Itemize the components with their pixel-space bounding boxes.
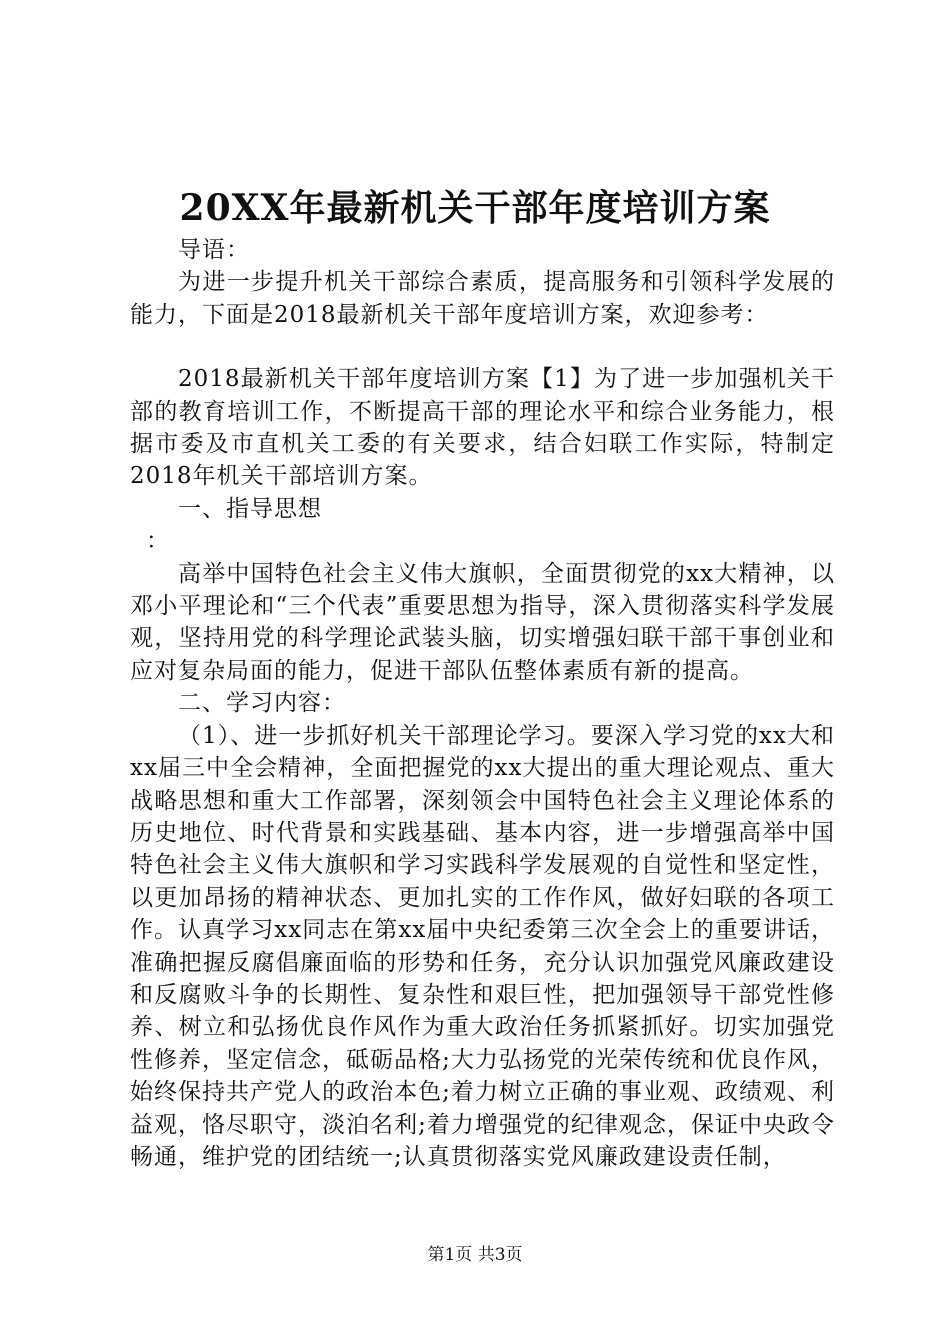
section-heading-guiding-ideology: 一、指导思想 [178,495,322,522]
colon-line: ： [146,528,170,555]
intro-label: 导语： [178,237,250,263]
section-heading-learning-content: 二、学习内容： [178,690,346,717]
document-body [130,234,835,1173]
guiding-ideology-paragraph: 高举中国特色社会主义伟大旗帜，全面贯彻党的xx大精神，以邓小平理论和“三个代表”重要思想为指导，深入贯彻落实科学发展观，坚持用党的科学理论武装头脑，切实增强妇联干部干事创业和应对复杂局面的能力，促进干部队伍整体素质有新的提高。 [130,560,835,684]
learning-content-paragraph: （1）、进一步抓好机关干部理论学习。要深入学习党的xx大和xx届三中全会精神，全面把握党的xx大提出的重大理论观点、重大战略思想和重大工作部署，深刻领会中国特色社会主义理论体系的历史地位、时代背景和实践基础、基本内容，进一步增强高举中国特色社会主义伟大旗帜和学习实践科学发展观的自觉性和坚定性，以更加昂扬的精神状态、更加扎实的工作作风，做好妇联的各项工作。认真学习xx同志在第xx届中央纪委第三次全会上的重要讲话，准确把握反腐倡廉面临的形势和任务，充分认识加强党风廉政建设和反腐败斗争的长期性、复杂性和艰巨性，把加强领导干部党性修养、树立和弘扬优良作风作为重大政治任务抓紧抓好。切实加强党性修养，坚定信念，砥砺品格;大力弘扬党的光荣传统和优良作风，始终保持共产党人的政治本色;着力树立正确的事业观、政绩观、利益观，恪尽职守，淡泊名利;着力增强党的纪律观念，保证中央政令畅通，维护党的团结统一;认真贯彻落实党风廉政建设责任制， [130,722,835,1170]
document-title: 20XX年最新机关干部年度培训方案 [179,187,771,229]
intro-paragraph: 为进一步提升机关干部综合素质，提高服务和引领科学发展的能力，下面是2018最新机关干部年度培训方案，欢迎参考： [130,269,835,328]
plan-paragraph: 2018最新机关干部年度培训方案【1】为了进一步加强机关干部的教育培训工作，不断提高干部的理论水平和综合业务能力，根据市委及市直机关工委的有关要求，结合妇联工作实际，特制定2018年机关干部培训方案。 [130,366,835,490]
page-number-footer: 第1页 共3页 [427,1245,523,1265]
